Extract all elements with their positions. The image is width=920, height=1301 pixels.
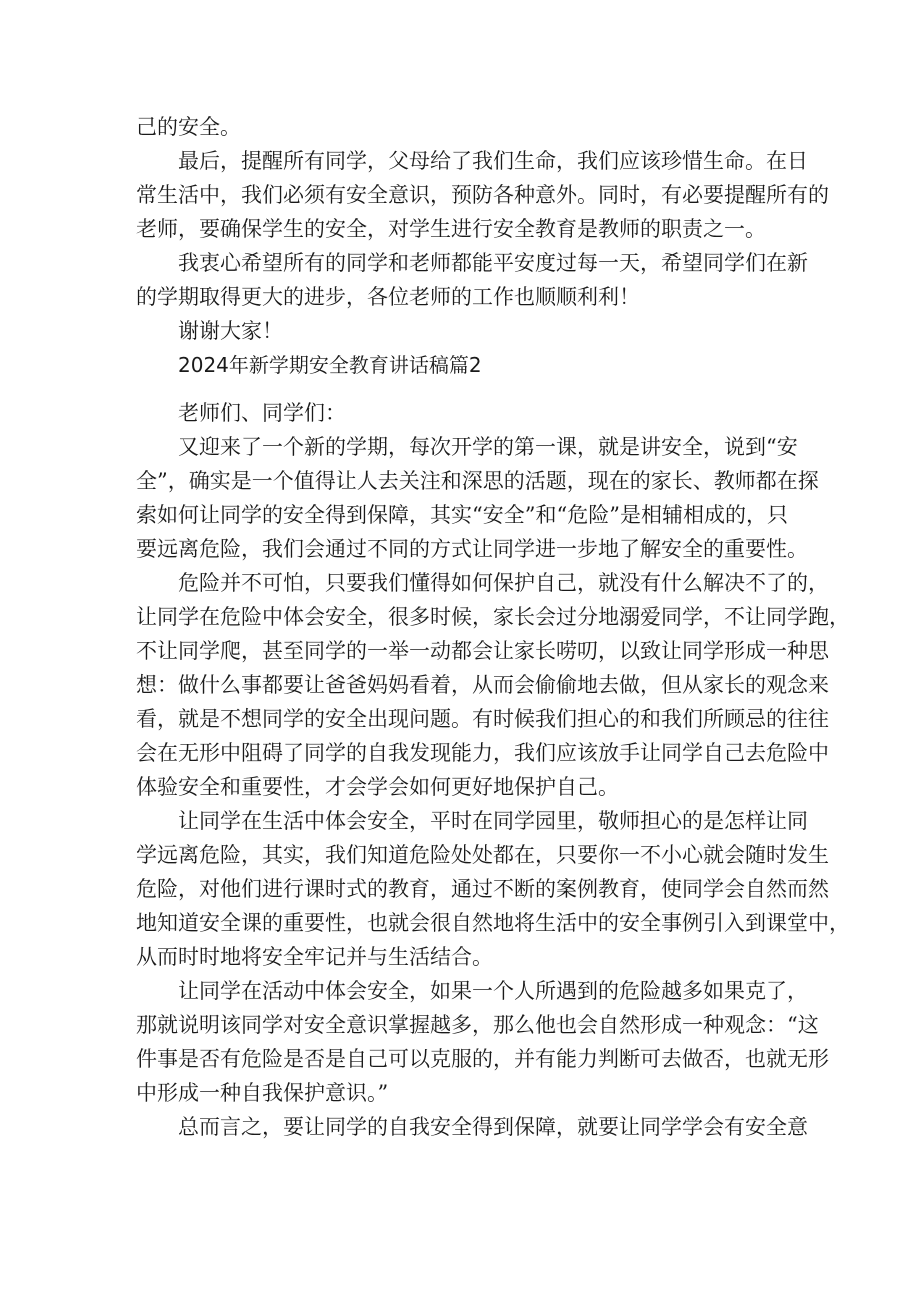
text-line: 危险，对他们进行课时式的教育，通过不断的案例教育，使同学会自然而然 [136,877,829,901]
text-line: 让同学在生活中体会安全，平时在同学园里，敬师担心的是怎样让同 [178,809,808,833]
text-line: 中形成一种自我保护意识。” [136,1081,389,1105]
section-title: 2024年新学期安全教育讲话稿篇2 [178,353,482,377]
text-line: 想：做什么事都要让爸爸妈妈看着，从而会偷偷地去做，但从家长的观念来 [136,673,829,697]
text-line: 那就说明该同学对安全意识掌握越多，那么他也会自然形成一种观念：“这 [136,1013,819,1037]
text-line: 我衷心希望所有的同学和老师都能平安度过每一天，希望同学们在新 [178,251,808,275]
text-line: 学远离危险，其实，我们知道危险处处都在，只要你一不小心就会随时发生 [136,843,829,867]
text-line: 全”，确实是一个值得让人去关注和深思的活题，现在的家长、教师都在探 [136,469,819,493]
text-line: 件事是否有危险是否是自己可以克服的，并有能力判断可去做否，也就无形 [136,1047,829,1071]
text-line: 最后，提醒所有同学，父母给了我们生命，我们应该珍惜生命。在日 [178,149,808,173]
text-line: 常生活中，我们必须有安全意识，预防各种意外。同时，有必要提醒所有的 [136,183,829,207]
text-line: 不让同学爬，甚至同学的一举一动都会让家长唠叨，以致让同学形成一种思 [136,639,829,663]
text-line: 又迎来了一个新的学期，每次开学的第一课，就是讲安全，说到“安 [178,435,798,459]
document-page [136,110,850,1144]
text-line: 地知道安全课的重要性，也就会很自然地将生活中的安全事例引入到课堂中， [136,911,850,935]
text-line: 危险并不可怕，只要我们懂得如何保护自己，就没有什么解决不了的， [178,571,829,595]
text-line: 总而言之，要让同学的自我安全得到保障，就要让同学学会有安全意 [178,1115,808,1139]
text-line: 的学期取得更大的进步，各位老师的工作也顺顺利利！ [136,285,640,309]
text-line: 己的安全。 [136,115,241,139]
text-line: 让同学在危险中体会安全，很多时候，家长会过分地溺爱同学，不让同学跑， [136,605,850,629]
text-line: 老师，要确保学生的安全，对学生进行安全教育是教师的职责之一。 [136,217,766,241]
salutation: 老师们、同学们： [178,401,346,425]
text-line: 让同学在活动中体会安全，如果一个人所遇到的危险越多如果克了， [178,979,808,1003]
text-line: 索如何让同学的安全得到保障，其实“安全”和“危险”是相辅相成的，只 [136,503,788,527]
text-line: 会在无形中阻碍了同学的自我发现能力，我们应该放手让同学自己去危险中 [136,741,829,765]
text-line: 要远离危险，我们会通过不同的方式让同学进一步地了解安全的重要性。 [136,537,808,561]
text-line: 体验安全和重要性，才会学会如何更好地保护自己。 [136,775,619,799]
text-line: 从而时时地将安全牢记并与生活结合。 [136,945,493,969]
text-line: 谢谢大家！ [178,319,283,343]
text-line: 看，就是不想同学的安全出现问题。有时候我们担心的和我们所顾忌的往往 [136,707,829,731]
